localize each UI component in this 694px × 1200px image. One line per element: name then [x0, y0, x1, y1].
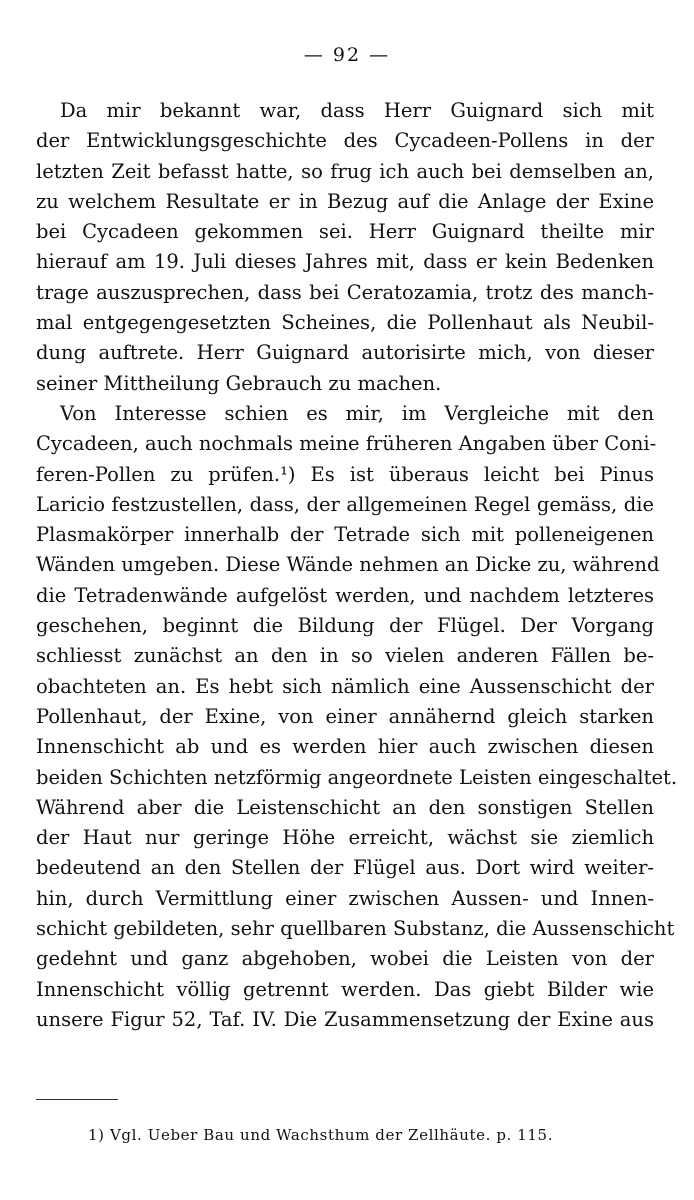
text-line: Während aber die Leistenschicht an den sonstigen Stellen: [36, 795, 654, 819]
text-line: der Entwicklungsgeschichte des Cycadeen-Pollens in der: [36, 129, 654, 153]
text-line: letzten Zeit befasst hatte, so frug ich auch bei demselben an,: [36, 159, 654, 183]
text-line: bei Cycadeen gekommen sei. Herr Guignard theilte mir: [36, 220, 654, 244]
footnote: 1) Vgl. Ueber Bau und Wachsthum der Zellhäute. p. 115.: [88, 1126, 554, 1144]
text-line: beiden Schichten netzförmig angeordnete Leisten eingeschaltet.: [36, 765, 678, 789]
text-line: seiner Mittheilung Gebrauch zu machen.: [36, 371, 442, 395]
text-line: gedehnt und ganz abgehoben, wobei die Leisten von der: [36, 947, 654, 971]
text-line: Innenschicht ab und es werden hier auch zwischen diesen: [36, 735, 654, 759]
text-line: unsere Figur 52, Taf. IV. Die Zusammensetzung der Exine aus: [36, 1007, 654, 1031]
text-line: Innenschicht völlig getrennt werden. Das giebt Bilder wie: [36, 977, 654, 1001]
text-line: zu welchem Resultate er in Bezug auf die Anlage der Exine: [36, 189, 654, 213]
text-line: feren-Pollen zu prüfen.¹) Es ist überaus leicht bei Pinus: [36, 462, 654, 486]
text-line: der Haut nur geringe Höhe erreicht, wächst sie ziemlich: [36, 826, 654, 850]
text-line: Cycadeen, auch nochmals meine früheren Angaben über Coni-: [36, 432, 657, 456]
text-line: Laricio festzustellen, dass, der allgemeinen Regel gemäss, die: [36, 492, 654, 516]
text-line: schliesst zunächst an den in so vielen anderen Fällen be-: [36, 644, 654, 668]
text-line: Pollenhaut, der Exine, von einer annähernd gleich starken: [36, 704, 654, 728]
text-line: Wänden umgeben. Diese Wände nehmen an Dicke zu, während: [36, 553, 660, 577]
text-line: geschehen, beginnt die Bildung der Flügel. Der Vorgang: [36, 614, 654, 638]
text-line: Da mir bekannt war, dass Herr Guignard sich mit: [60, 99, 654, 122]
text-line: bedeutend an den Stellen der Flügel aus. Dort wird weiter-: [36, 856, 654, 880]
footnote-divider: [36, 1099, 118, 1100]
text-line: trage auszusprechen, dass bei Ceratozamia, trotz des manch-: [36, 280, 654, 304]
body-text: [36, 96, 678, 1035]
text-line: schicht gebildeten, sehr quellbaren Substanz, die Aussenschicht: [36, 917, 675, 941]
text-line: hin, durch Vermittlung einer zwischen Aussen- und Innen-: [36, 886, 654, 910]
text-line: obachteten an. Es hebt sich nämlich eine Aussenschicht der: [36, 674, 654, 698]
text-line: die Tetradenwände aufgelöst werden, und nachdem letzteres: [36, 583, 654, 607]
text-line: Plasmakörper innerhalb der Tetrade sich mit polleneigenen: [36, 523, 654, 547]
text-line: Von Interesse schien es mir, im Vergleiche mit den: [60, 401, 654, 425]
text-line: hierauf am 19. Juli dieses Jahres mit, dass er kein Bedenken: [36, 250, 654, 274]
page-number: — 92 —: [303, 44, 391, 66]
text-line: dung auftrete. Herr Guignard autorisirte mich, von dieser: [36, 341, 654, 365]
text-line: mal entgegengesetzten Scheines, die Pollenhaut als Neubil-: [36, 311, 654, 335]
